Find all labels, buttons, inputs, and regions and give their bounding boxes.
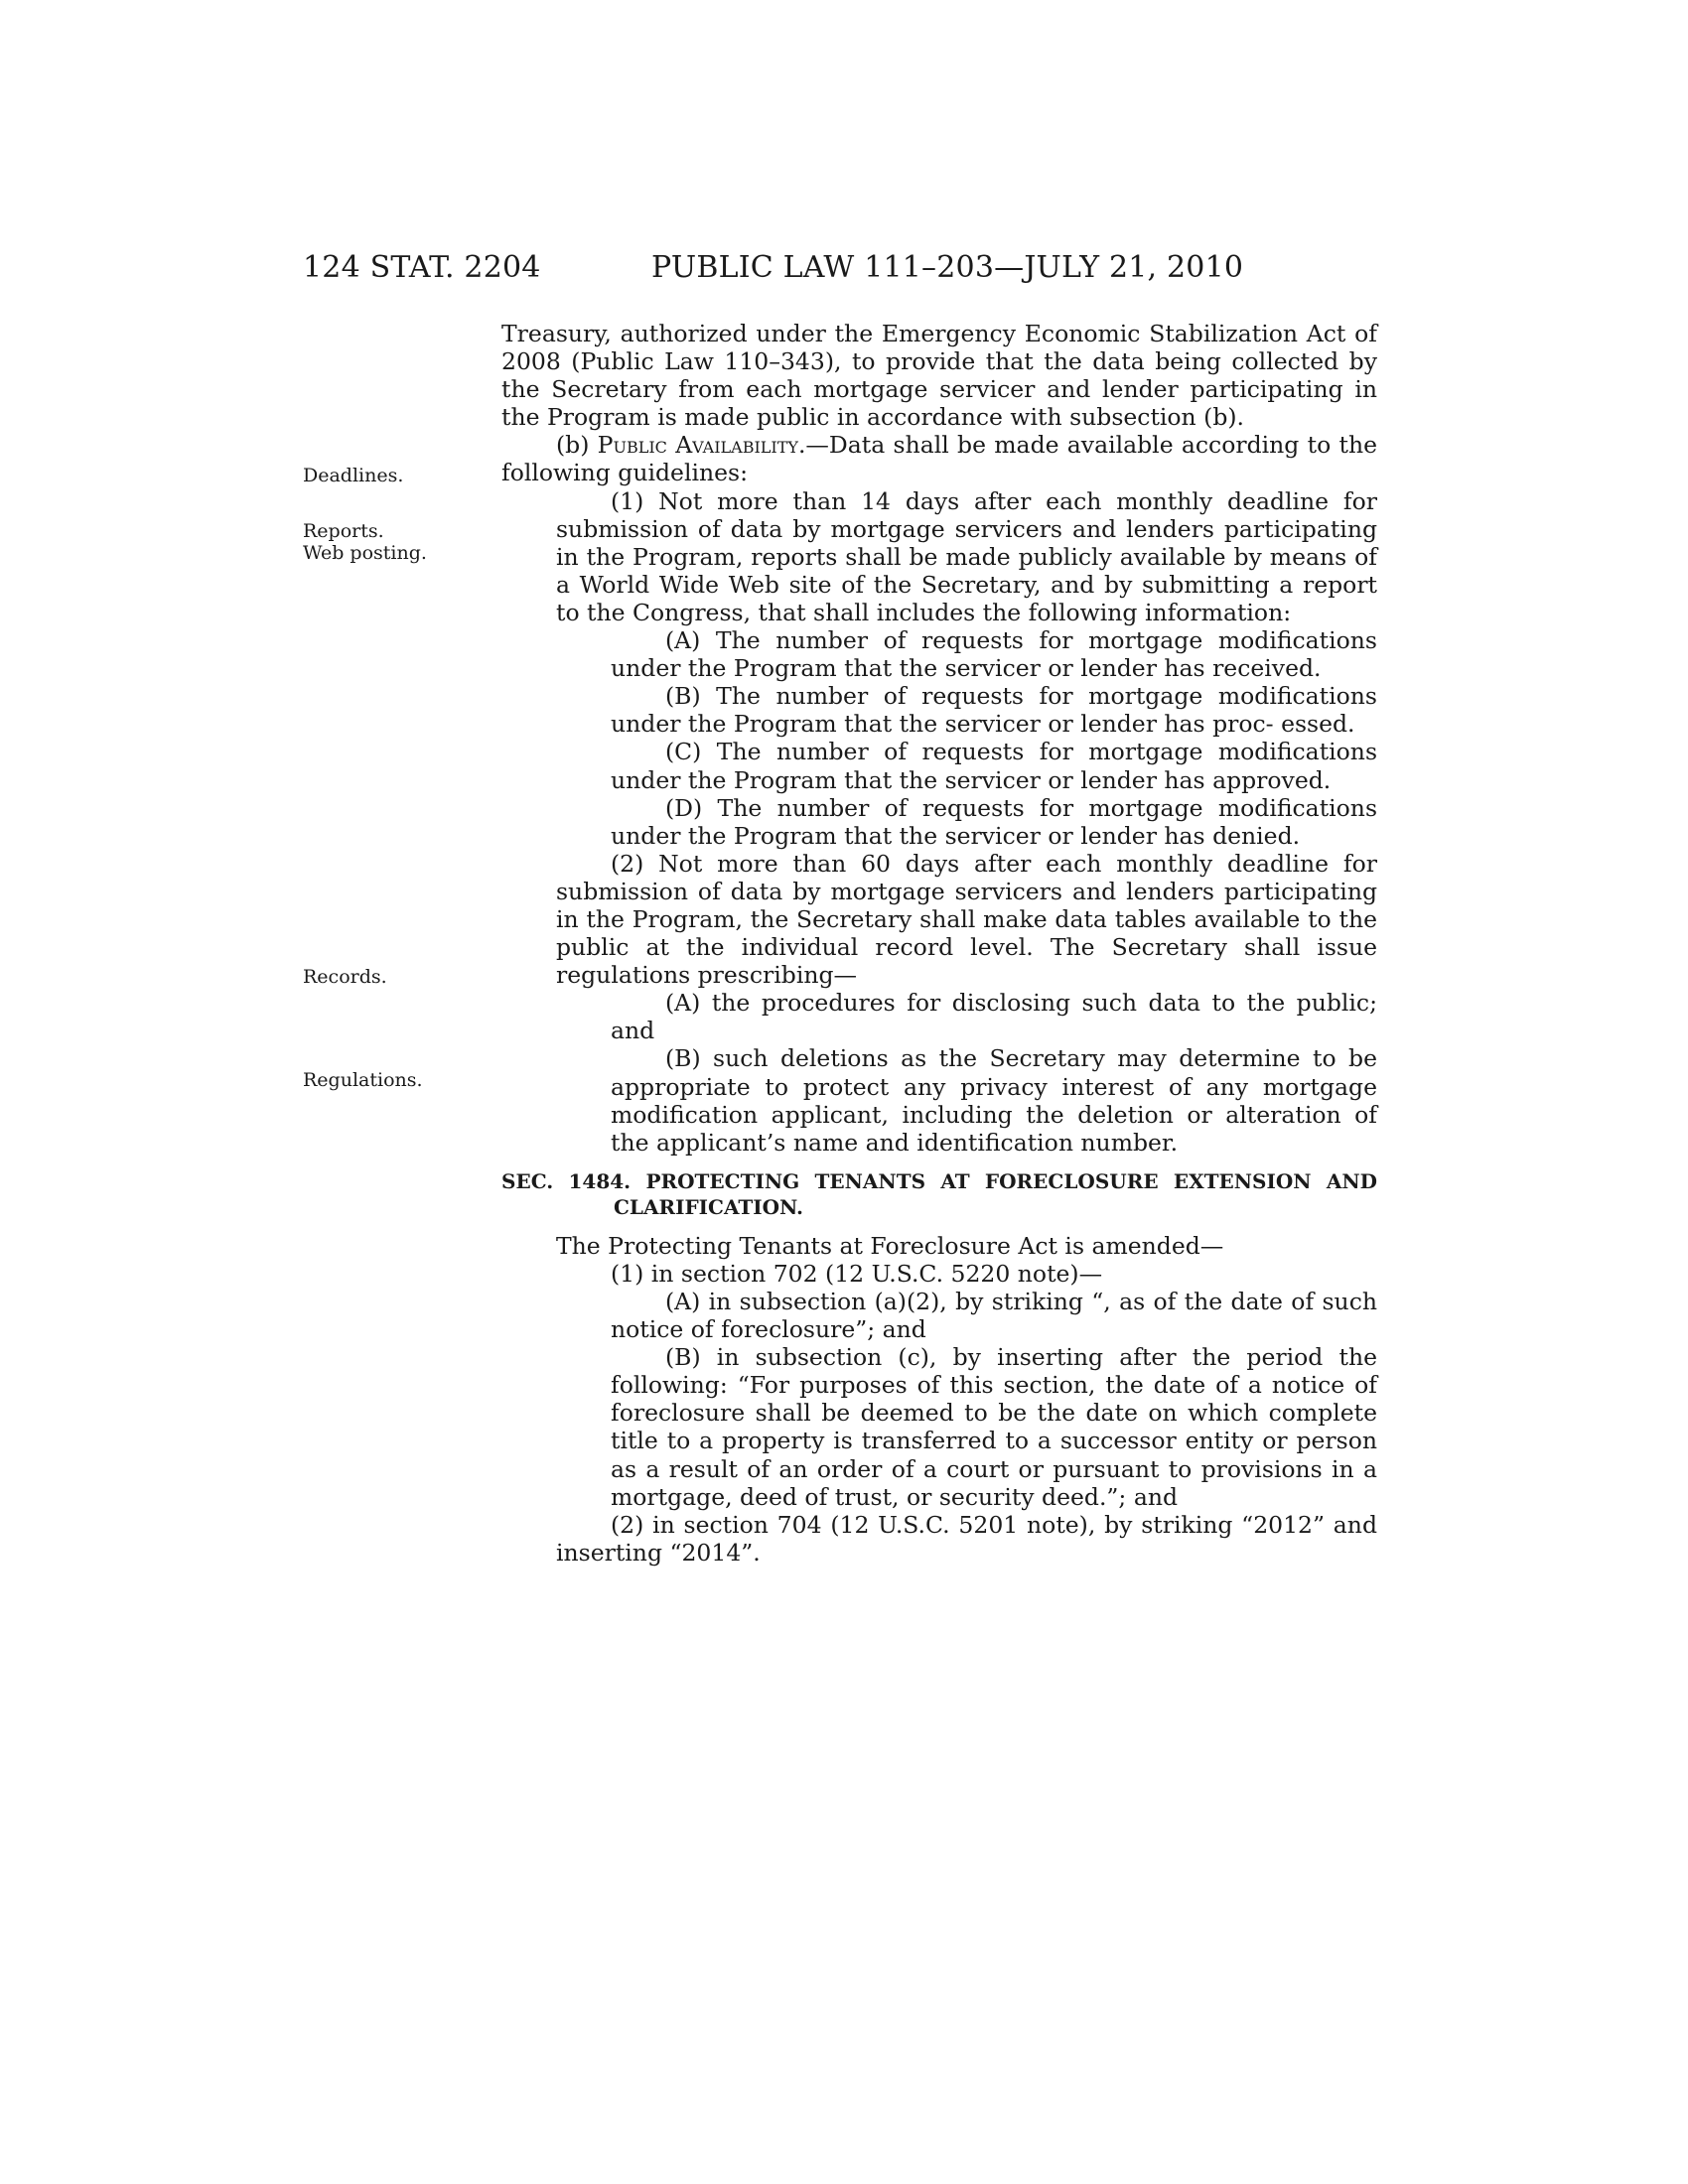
paragraph-1-B: (B) The number of requests for mortgage modifications under the Program that the servicer or lender has proc- essed.	[611, 682, 1377, 739]
margin-note-reports: Reports.	[303, 520, 384, 542]
subsection-b-heading: Public Availability	[597, 431, 798, 460]
section-intro: The Protecting Tenants at Foreclosure Act is amended—	[556, 1231, 1224, 1260]
subsection-b-label: (b)	[556, 431, 598, 460]
margin-note-records: Records.	[303, 966, 387, 988]
margin-note-regulations: Regulations.	[303, 1069, 423, 1091]
document-body	[501, 320, 1377, 1567]
subsection-b	[501, 431, 1377, 486]
section-heading: SEC. 1484. PROTECTING TENANTS AT FORECLOSURE EXTENSION AND CLARIFICATION.	[501, 1168, 1377, 1219]
margin-note-deadlines: Deadlines.	[303, 465, 404, 486]
paragraph-2-B: (B) such deletions as the Secretary may determine to be appropriate to protect any privacy interest of any mortgage modification applicant, including the deletion or alteration of the applicant’s name and identification number.	[611, 1044, 1377, 1157]
margin-note-web-posting: Web posting.	[303, 542, 427, 564]
paragraph-1-C: (C) The number of requests for mortgage modifications under the Program that the servicer or lender has approved.	[611, 738, 1377, 794]
paragraph-2-A: (A) the procedures for disclosing such data to the public; and	[611, 989, 1377, 1045]
page-title: PUBLIC LAW 111–203—JULY 21, 2010	[651, 250, 1244, 285]
section-paragraph-1-B: (B) in subsection (c), by inserting after the period the following: “For purposes of this section, the date of a notice of foreclosure shall be deemed to be the date on which complete title to a property is transferred to a successor entity or person as a result of an order of a court or pursuant to provisions in a mortgage, deed of trust, or security deed.”; and	[611, 1343, 1377, 1511]
paragraph-2: (2) Not more than 60 days after each monthly deadline for submission of data by mortgage servicers and lenders participating in the Program, the Secretary shall make data tables available to the public at the individual record level. The Secretary shall issue regulations prescribing—	[556, 849, 1377, 990]
page-reference: 124 STAT. 2204	[303, 250, 541, 285]
intro-paragraph: Treasury, authorized under the Emergency Economic Stabilization Act of 2008 (Public Law 110–343), to provide that the data being collected by the Secretary from each mortgage servicer and lender participating in the Program is made public in accordance with subsection (b).	[501, 320, 1377, 432]
section-paragraph-2: (2) in section 704 (12 U.S.C. 5201 note), by striking “2012” and inserting “2014”.	[556, 1510, 1377, 1567]
paragraph-1-A: (A) The number of requests for mortgage modifications under the Program that the servicer or lender has received.	[611, 626, 1377, 683]
paragraph-1-D: (D) The number of requests for mortgage modifications under the Program that the servicer or lender has denied.	[611, 793, 1377, 850]
paragraph-1: (1) Not more than 14 days after each monthly deadline for submission of data by mortgage servicers and lenders participating in the Program, reports shall be made publicly available by means of a World Wide Web site of the Secretary, and by submitting a report to the Congress, that shall includes the following information:	[556, 486, 1377, 626]
section-paragraph-1-A: (A) in subsection (a)(2), by striking “, as of the date of such notice of foreclosure”; and	[611, 1288, 1377, 1344]
subsection-b-text: .—Data shall be made available according to the following guidelines:	[501, 431, 1377, 487]
section-paragraph-1: (1) in section 702 (12 U.S.C. 5220 note)—	[611, 1259, 1103, 1288]
